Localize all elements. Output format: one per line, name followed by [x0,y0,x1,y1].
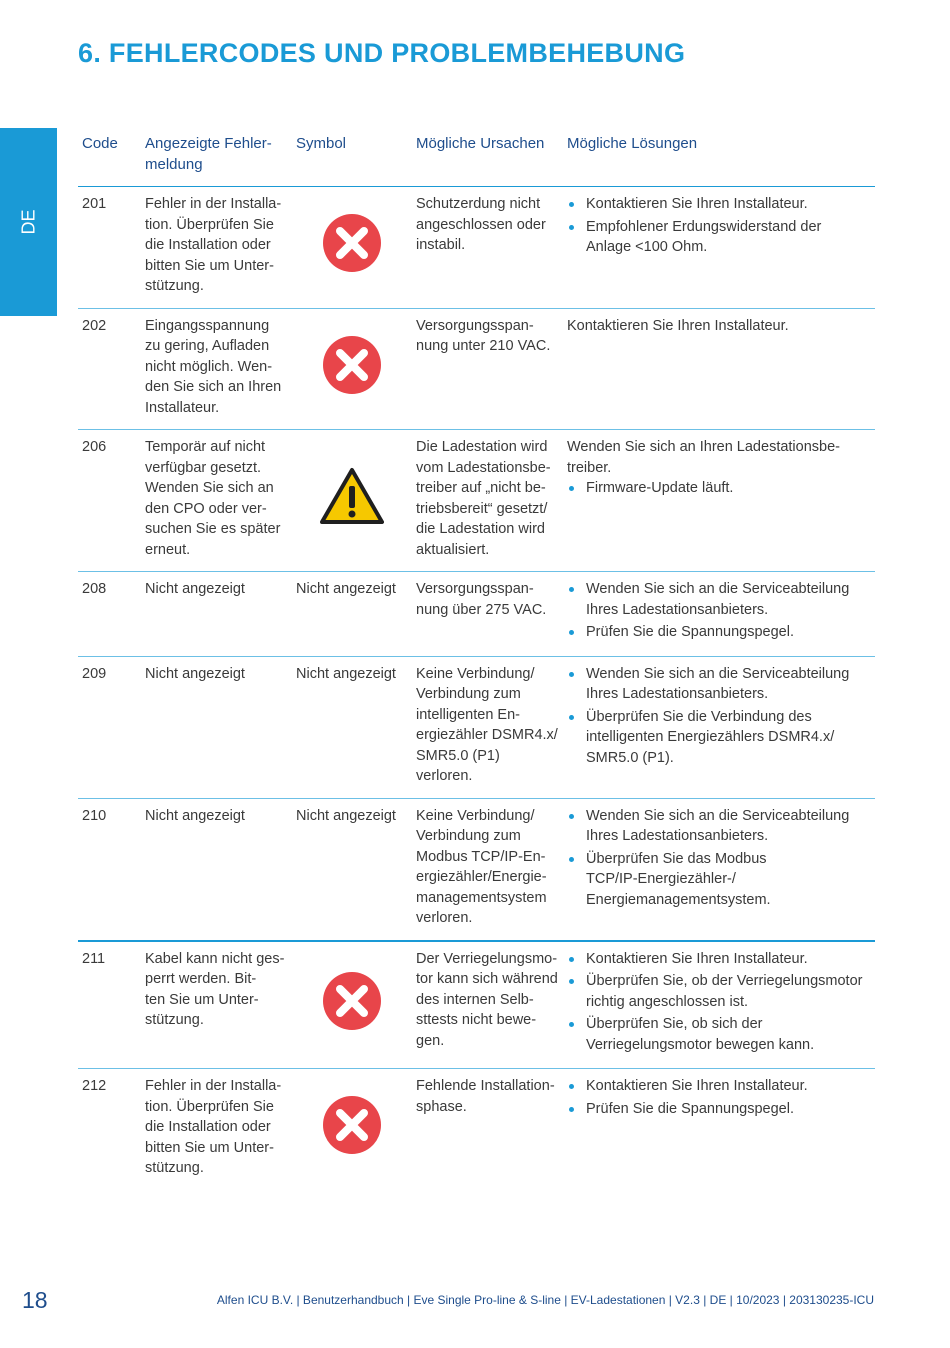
table-row [78,308,875,430]
table-header-row [78,132,875,187]
solutions-list [567,1076,871,1119]
solutions-list [567,949,871,1056]
cause-cell: Keine Verbindung/ Verbindung zum intelligenten En- ergiezähler DSMR4.x/ SMR5.0 (P1) verloren. [412,656,563,798]
table-row [78,798,875,941]
solution-cell [563,656,875,798]
header-code: Code [78,132,141,187]
cause-cell: Versorgungsspan- nung über 275 VAC. [412,572,563,657]
message-cell: Kabel kann nicht ges- perrt werden. Bit- ten Sie um Unter- stützung. [141,941,292,1069]
table-row [78,430,875,572]
table-row [78,941,875,1069]
error-x-icon [322,1095,382,1155]
message-cell: Nicht angezeigt [141,798,292,941]
code-cell: 210 [78,798,141,941]
cause-cell: Versorgungsspan- nung unter 210 VAC. [412,308,563,430]
code-cell: 211 [78,941,141,1069]
solution-item: Kontaktieren Sie Ihren Installateur. [567,194,871,215]
table-body [78,187,875,1190]
message-cell: Nicht angezeigt [141,572,292,657]
code-cell: 206 [78,430,141,572]
symbol-cell [292,1069,412,1190]
solution-cell [563,941,875,1069]
table-row [78,572,875,657]
solution-item: Wenden Sie sich an die Serviceabteilung Ihres Ladestationsanbieters. [567,579,871,620]
cause-cell: Die Ladestation wird vom Ladestationsbe- treiber auf „nicht be- triebsbereit“ gesetzt/ die Ladestation wird aktualisiert. [412,430,563,572]
message-cell: Fehler in der Installa- tion. Überprüfen Sie die Installation oder bitten Sie um Unter- stützung. [145,1078,282,1176]
header-message [141,132,292,187]
solution-cell [563,308,875,430]
solutions-list [567,579,871,643]
message-cell: Eingangsspannung zu gering, Aufladen nicht möglich. Wen- den Sie sich an Ihren Installateur. [141,308,292,430]
error-x-icon [322,335,382,395]
cause-cell: Der Verriegelungsmo- tor kann sich während des internen Selb- sttests nicht bewe- gen. [412,941,563,1069]
message-cell: Temporär auf nicht verfügbar gesetzt. Wenden Sie sich an den CPO oder ver- suchen Sie es später erneut. [141,430,292,572]
solution-cell [563,798,875,941]
symbol-text: Nicht angezeigt [296,665,396,682]
solution-cell [563,1069,875,1190]
cause-cell: Keine Verbindung/ Verbindung zum Modbus TCP/IP-En- ergiezähler/Energie- managementsystem verloren. [412,798,563,941]
header-solutions: Mögliche Lösungen [563,132,875,187]
solution-item: Überprüfen Sie, ob sich der Verriegelungsmotor bewegen kann. [567,1014,871,1055]
solution-item: Firmware-Update läuft. [567,478,871,499]
symbol-cell [292,941,412,1069]
code-cell: 202 [78,308,141,430]
cause-cell: Fehlende Installation- sphase. [416,1078,555,1115]
cause-cell: Schutzerdung nicht angeschlossen oder instabil. [412,187,563,309]
symbol-cell [292,798,412,941]
solution-item: Kontaktieren Sie Ihren Installateur. [567,949,871,970]
solutions-list [567,478,871,499]
solutions-list [567,806,871,911]
solution-item: Empfohlener Erdungswiderstand der Anlage <100 Ohm. [567,217,871,258]
message-cell: Fehler in der Installa- tion. Überprüfen Sie die Installation oder bitten Sie um Unter- stützung. [141,187,292,309]
solution-cell [563,430,875,572]
language-tab-label: DE [18,209,38,235]
symbol-cell [292,656,412,798]
solution-cell [563,187,875,309]
solution-item: Überprüfen Sie die Verbindung des intelligenten Energiezählers DSMR4.x/ SMR5.0 (P1). [567,707,871,769]
warning-triangle-icon [320,467,384,525]
code-cell: 212 [82,1078,107,1094]
symbol-cell [292,430,412,572]
table-row [78,187,875,309]
header-message-label: Angezeigte Fehler- meldung [145,135,272,173]
solution-item: Wenden Sie sich an die Serviceabteilung Ihres Ladestationsanbieters. [567,806,871,847]
language-tab [0,128,57,316]
symbol-cell [292,308,412,430]
message-cell: Nicht angezeigt [141,656,292,798]
page-number: 18 [22,1287,48,1313]
error-x-icon [322,971,382,1031]
solution-text: Kontaktieren Sie Ihren Installateur. [567,317,789,334]
solution-item: Kontaktieren Sie Ihren Installateur. [567,1076,871,1097]
header-symbol: Symbol [292,132,412,187]
code-cell: 201 [78,187,141,309]
solution-cell [563,572,875,657]
solution-item: Prüfen Sie die Spannungspegel. [567,622,871,643]
solution-item: Prüfen Sie die Spannungspegel. [567,1099,871,1120]
symbol-text: Nicht angezeigt [296,807,396,824]
error-x-icon [322,213,382,273]
solution-text: Wenden Sie sich an Ihren Ladestationsbe- treiber. [567,439,840,476]
solutions-list [567,664,871,769]
solution-item: Überprüfen Sie das Modbus TCP/IP-Energiezähler-/ Energiemanagementsystem. [567,849,871,911]
footer: Alfen ICU B.V. | Benutzerhandbuch | Eve Single Pro-line & S-line | EV-Ladestationen | V2.3 | DE | 10/2023 | 203130235-ICU [216,1293,874,1307]
page-title: 6. FEHLERCODES UND PROBLEMBEHEBUNG [78,38,686,68]
solutions-list [567,194,871,258]
symbol-cell [292,187,412,309]
error-code-table [78,132,875,1190]
code-cell: 208 [78,572,141,657]
table-row [78,1069,875,1190]
table-row [78,656,875,798]
symbol-text: Nicht angezeigt [296,581,396,597]
solution-item: Wenden Sie sich an die Serviceabteilung Ihres Ladestationsanbieters. [567,664,871,705]
solution-item: Überprüfen Sie, ob der Verriegelungsmotor richtig angeschlossen ist. [567,971,871,1012]
symbol-cell [292,572,412,657]
code-cell: 209 [78,656,141,798]
header-causes: Mögliche Ursachen [412,132,563,187]
